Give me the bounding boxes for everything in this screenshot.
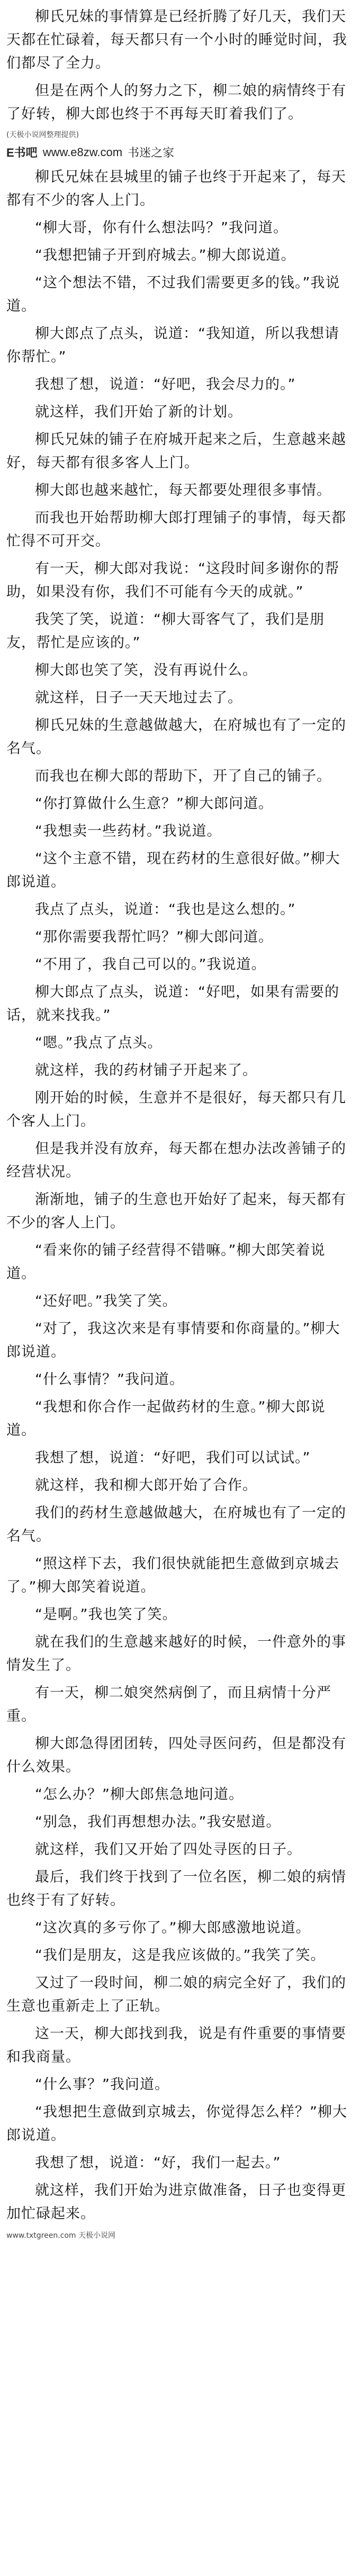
- paragraph: 但是在两个人的努力之下，柳二娘的病情终于有了好转，柳大郎也终于不再每天盯着我们了。: [6, 83, 346, 122]
- paragraph: 就这样，日子一天天地过去了。: [35, 690, 242, 706]
- paragraph: “照这样下去，我们很快就能把生意做到京城去了。”柳大郎笑着说道。: [6, 1556, 339, 1595]
- paragraph: “怎么办？”柳大郎焦急地问道。: [35, 1786, 244, 1803]
- paragraph: “看来你的铺子经营得不错嘛。”柳大郎笑着说道。: [6, 1242, 326, 1282]
- paragraph: 就这样，我们开始了新的计划。: [35, 404, 242, 420]
- paragraph: 就这样，我和柳大郎开始了合作。: [35, 1477, 257, 1494]
- site-banner: [6, 144, 354, 160]
- paragraph: “我们是朋友，这是我应该做的。”我笑了笑。: [35, 1947, 326, 1964]
- paragraph: “柳大哥，你有什么想法吗？”我问道。: [35, 220, 288, 236]
- paragraph: 我想了想，说道：“好吧，我会尽力的。”: [35, 376, 296, 393]
- paragraph: 最后，我们终于找到了一位名医，柳二娘的病情也终于有了好转。: [6, 1869, 346, 1909]
- paragraph: 这一天，柳大郎找到我，说是有件重要的事情要和我商量。: [6, 2026, 346, 2065]
- paragraph: “什么事？”我问道。: [35, 2076, 169, 2093]
- paragraph: 有一天，柳二娘突然病倒了，而且病情十分严重。: [6, 1685, 331, 1724]
- paragraph: “这个主意不错，现在药材的生意很好做。”柳大郎说道。: [6, 851, 340, 890]
- paragraph: 渐渐地，铺子的生意也开始好了起来，每天都有不少的客人上门。: [6, 1191, 346, 1231]
- paragraph: 柳氏兄妹在县城里的铺子也终于开起来了，每天都有不少的客人上门。: [6, 169, 346, 209]
- paragraph: 柳大郎点了点头，说道：“好吧，如果有需要的话，就来找我。”: [6, 984, 339, 1024]
- paragraph: 我想了想，说道：“好，我们一起去。”: [35, 2155, 281, 2171]
- site-name: 书迷之家: [128, 146, 175, 159]
- paragraph: 就在我们的生意越来越好的时候，一件意外的事情发生了。: [6, 1634, 346, 1674]
- paragraph: 我们的药材生意越做越大，在府城也有了一定的名气。: [6, 1505, 346, 1544]
- paragraph: 就这样，我们又开始了四处寻医的日子。: [35, 1841, 302, 1858]
- paragraph: 又过了一段时间，柳二娘的病完全好了，我们的生意也重新走上了正轨。: [6, 1975, 346, 2014]
- paragraph: “那你需要我帮忙吗？”柳大郎问道。: [35, 929, 273, 945]
- paragraph: “什么事情？”我问道。: [35, 1371, 184, 1388]
- paragraph: 就这样，我的药材铺子开起来了。: [35, 1062, 257, 1079]
- paragraph: “我想卖一些药材。”我说道。: [35, 823, 222, 839]
- paragraph: 柳大郎点了点头，说道：“我知道，所以我想请你帮忙。”: [6, 326, 339, 365]
- site-logo: E书吧: [6, 146, 38, 159]
- paragraph: “这次真的多亏你了。”柳大郎感激地说道。: [35, 1920, 311, 1936]
- paragraph: “你打算做什么生意？”柳大郎问道。: [35, 796, 273, 812]
- paragraph: 我想了想，说道：“好吧，我们可以试试。”: [35, 1450, 311, 1466]
- paragraph: 而我也开始帮助柳大郎打理铺子的事情，每天都忙得不可开交。: [6, 510, 346, 549]
- paragraph: “不用了，我自己可以的。”我说道。: [35, 956, 266, 973]
- paragraph: “我想把生意做到京城去，你觉得怎么样？”柳大郎说道。: [6, 2104, 347, 2144]
- paragraph: “对了，我这次来是有事情要和你商量的。”柳大郎说道。: [6, 1321, 340, 1360]
- paragraph: 柳大郎也越来越忙，每天都要处理很多事情。: [35, 482, 331, 499]
- paragraph: “这个想法不错，不过我们需要更多的钱。”我说道。: [6, 275, 340, 314]
- paragraph: 有一天，柳大郎对我说：“这段时间多谢你的帮助，如果没有你，我们不可能有今天的成就。”: [6, 561, 339, 600]
- paragraph: “我想把铺子开到府城去。”柳大郎说道。: [35, 247, 296, 264]
- paragraph: “别急，我们再想想办法。”我安慰道。: [35, 1814, 281, 1830]
- paragraph: “是啊。”我也笑了笑。: [35, 1606, 177, 1623]
- paragraph: 柳大郎急得团团转，四处寻医问药，但是都没有什么效果。: [6, 1736, 346, 1775]
- paragraph: “我想和你合作一起做药材的生意。”柳大郎说道。: [6, 1399, 326, 1439]
- footer-note: www.txtgreen.com 天极小说网: [6, 2231, 116, 2240]
- paragraph: 就这样，我们开始为进京做准备，日子也变得更加忙碌起来。: [6, 2182, 346, 2222]
- paragraph: 我笑了笑，说道：“柳大哥客气了，我们是朋友，帮忙是应该的。”: [6, 611, 325, 651]
- paragraph: 柳氏兄妹的生意越做越大，在府城也有了一定的名气。: [6, 717, 346, 757]
- paragraph: “嗯。”我点了点头。: [35, 1035, 163, 1051]
- paragraph: 但是我并没有放弃，每天都在想办法改善铺子的经营状况。: [6, 1141, 346, 1180]
- paragraph: 柳氏兄妹的事情算是已经折腾了好几天，我们天天都在忙碌着，每天都只有一个小时的睡觉时间，我们都尽了全力。: [6, 8, 347, 71]
- paragraph: 刚开始的时候，生意并不是很好，每天都只有几个客人上门。: [6, 1090, 346, 1129]
- watermark-text: (天极小说网整理提供): [6, 131, 79, 139]
- paragraph: 而我也在柳大郎的帮助下，开了自己的铺子。: [35, 768, 331, 784]
- paragraph: 柳氏兄妹的铺子在府城开起来之后，生意越来越好，每天都有很多客人上门。: [6, 431, 346, 471]
- site-url: www.e8zw.com: [42, 145, 123, 159]
- paragraph: 柳大郎也笑了笑，没有再说什么。: [35, 662, 257, 679]
- paragraph: 我点了点头，说道：“我也是这么想的。”: [35, 901, 296, 918]
- paragraph: “还好吧。”我笑了笑。: [35, 1293, 177, 1309]
